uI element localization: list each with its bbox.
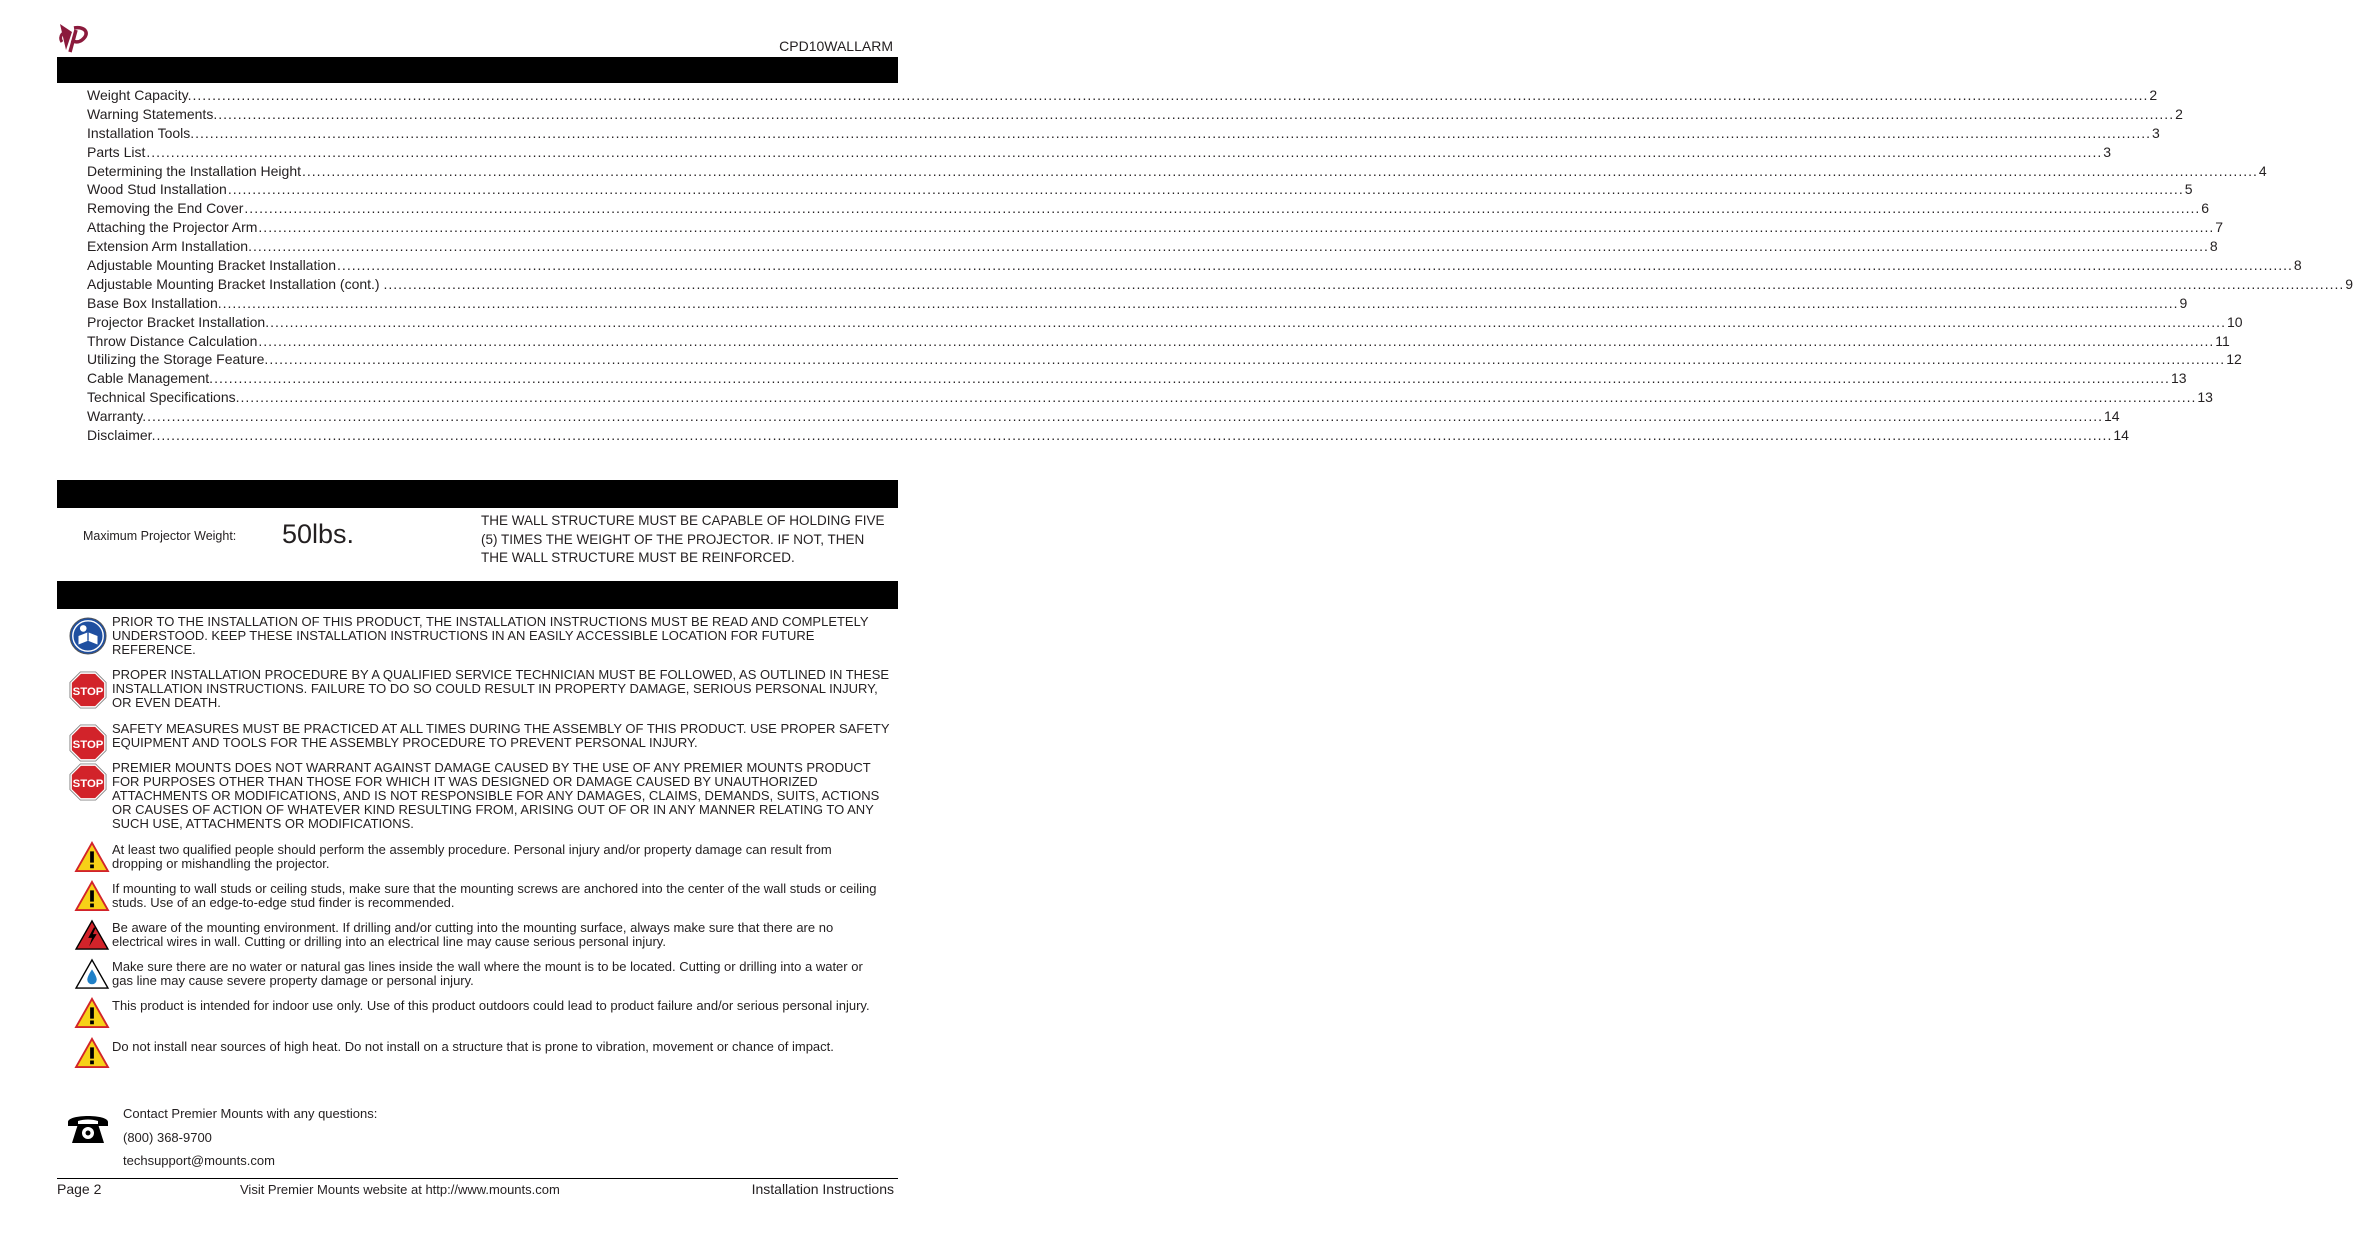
toc-leader-dots: ................................................................................................................................................................................................................................................................................................................................................................................................................ [147,408,2103,425]
stop-sign-icon [69,724,107,767]
toc-entry-page: 7 [2215,219,2224,236]
toc-entry-page: 5 [2184,181,2193,198]
toc-entry-page: 13 [2170,370,2187,387]
toc-entry[interactable] [87,199,2210,218]
warning-text: This product is intended for indoor use only. Use of this product outdoors could lead to product failure and/or serious personal injury. [112,998,870,1013]
warning-text: At least two qualified people should perform the assembly procedure. Personal injury and/or property damage can result from dropping or mishandling the projector. [112,842,832,871]
stop-sign-icon [69,763,107,806]
toc-leader-dots: ................................................................................................................................................................................................................................................................................................................................................................................................................ [269,351,2226,368]
warning-text: Make sure there are no water or natural gas lines inside the wall where the mount is to be located. Cutting or drilling into a water or gas line may cause severe property damage or personal injury. [112,959,863,988]
toc-entry[interactable] [87,86,2158,105]
weight-note: THE WALL STRUCTURE MUST BE CAPABLE OF HOLDING FIVE (5) TIMES THE WEIGHT OF THE PROJECTOR. IF NOT, THEN THE WALL STRUCTURE MUST BE REINFORCED. [481,513,885,565]
toc-entry[interactable] [87,313,2243,332]
website-text[interactable]: Visit Premier Mounts website at http://www.mounts.com [240,1182,560,1197]
toc-entry-title: Wood Stud Installation [87,181,227,198]
water-hazard-icon [75,959,109,994]
toc-entry-page: 4 [2258,162,2267,179]
weight-label: Maximum Projector Weight: [83,529,237,543]
toc-entry-title: Warranty. [87,408,147,425]
toc-entry-page: 8 [2209,238,2218,255]
toc-entry-title: Parts List [87,143,146,160]
toc-entry-title: Projector Bracket Installation. [87,313,270,330]
toc-entry-title: Technical Specifications. [87,389,240,406]
toc-leader-dots: ................................................................................................................................................................................................................................................................................................................................................................................................................ [218,105,2175,122]
contact-heading: Contact Premier Mounts with any questions: [123,1106,378,1121]
toc-entry-page: 9 [2179,294,2188,311]
toc-entry[interactable] [87,124,2160,143]
toc-leader-dots: ................................................................................................................................................................................................................................................................................................................................................................................................................ [337,257,2293,274]
toc-entry[interactable] [87,388,2213,407]
toc-entry-page: 14 [2103,408,2120,425]
toc-entry[interactable] [87,237,2218,256]
warning-text: PROPER INSTALLATION PROCEDURE BY A QUALIFIED SERVICE TECHNICIAN MUST BE FOLLOWED, AS OUTLINED IN THESE INSTALLATION INSTRUCTIONS. FAILURE TO DO SO COULD RESULT IN PROPERTY DAMAGE, SERIOUS PERSONAL INJURY, OR EVEN DEATH. [112,667,890,710]
warning-text: PREMIER MOUNTS DOES NOT WARRANT AGAINST DAMAGE CAUSED BY THE USE OF ANY PREMIER MOUNTS PRODUCT FOR PURPOSES OTHER THAN THOSE FOR WHICH IT WAS DESIGNED OR DAMAGE CAUSED BY UNAUTHORIZED ATTACHMENTS OR MODIFICATIONS, AND IS NOT RESPONSIBLE FOR ANY DAMAGES, CLAIMS, DEMANDS, SUITS, ACTIONS OR CAUSES OF ACTION OF WHATEVER KIND RESULTING FROM, ARISING OUT OF OR IN ANY MANNER RELATING TO ANY SUCH USE, ATTACHMENTS OR MODIFICATIONS. [112,760,880,831]
toc-entry-title: Warning Statements. [87,105,218,122]
toc-leader-dots: ................................................................................................................................................................................................................................................................................................................................................................................................................ [302,162,2258,179]
contact-phone[interactable]: (800) 368-9700 [123,1130,212,1145]
toc-entry-title: Throw Distance Calculation [87,332,258,349]
warning-text: SAFETY MEASURES MUST BE PRACTICED AT ALL TIMES DURING THE ASSEMBLY OF THIS PRODUCT. USE PROPER SAFETY EQUIPMENT AND TOOLS FOR THE ASSEMBLY PROCEDURE TO PREVENT PERSONAL INJURY. [112,721,890,750]
toc-entry[interactable] [87,218,2224,237]
footer-divider [57,1178,898,1179]
toc-entry-page: 8 [2293,257,2302,274]
toc-entry-title: Adjustable Mounting Bracket Installation [87,257,337,274]
toc-entry-title: Determining the Installation Height [87,162,302,179]
telephone-icon [66,1110,110,1146]
svg-text:STOP: STOP [72,685,104,698]
toc-entry-page: 11 [2215,332,2230,349]
warning-text: PRIOR TO THE INSTALLATION OF THIS PRODUCT, THE INSTALLATION INSTRUCTIONS MUST BE READ AND COMPLETELY UNDERSTOOD. KEEP THESE INSTALLATION INSTRUCTIONS IN AN EASILY ACCESSIBLE LOCATION FOR FUTURE REFERENCE. [112,614,869,657]
toc-entry-title: Attaching the Projector Arm [87,219,258,236]
read-manual-icon [69,617,107,660]
toc-leader-dots: ................................................................................................................................................................................................................................................................................................................................................................................................................ [146,143,2103,160]
electrical-hazard-icon [75,920,109,955]
svg-text:STOP: STOP [72,738,104,751]
toc-entry-title: Base Box Installation. [87,294,222,311]
page-number: Page 2 [57,1181,102,1197]
toc-entry[interactable] [87,143,2112,162]
svg-text:STOP: STOP [72,777,104,790]
toc-leader-dots: ................................................................................................................................................................................................................................................................................................................................................................................................................ [388,275,2345,292]
toc-leader-dots: ................................................................................................................................................................................................................................................................................................................................................................................................................ [240,389,2197,406]
model-number: CPD10WALLARM [779,38,893,54]
toc-entry-title: Cable Management. [87,370,214,387]
toc-leader-dots: ................................................................................................................................................................................................................................................................................................................................................................................................................ [270,313,2226,330]
toc-entry[interactable] [87,294,2188,313]
toc-leader-dots: ................................................................................................................................................................................................................................................................................................................................................................................................................ [214,370,2170,387]
toc-entry[interactable] [87,180,2193,199]
toc-entry[interactable] [87,426,2129,445]
premier-mounts-logo-icon [56,20,92,56]
toc-entry-page: 10 [2226,313,2243,330]
toc-entry-title: Disclaimer. [87,427,156,444]
toc-entry[interactable] [87,275,2353,294]
toc-entry-page: 2 [2149,87,2158,103]
toc-entry-page: 13 [2197,389,2213,406]
table-of-contents [87,86,2353,445]
toc-entry-page: 14 [2113,427,2129,444]
toc-leader-dots: ................................................................................................................................................................................................................................................................................................................................................................................................................ [227,181,2184,198]
warning-text: Be aware of the mounting environment. If drilling and/or cutting into the mounting surface, always make sure that there are no electrical wires in wall. Cutting or drilling into an electrical line may cause serious personal injury. [112,920,834,949]
stop-sign-icon [69,671,107,714]
caution-exclamation-icon [75,881,109,916]
contact-email[interactable]: techsupport@mounts.com [123,1153,275,1168]
toc-entry-page: 2 [2175,105,2183,122]
caution-exclamation-icon [75,1038,109,1073]
toc-entry-title: Adjustable Mounting Bracket Installation (cont.) . [87,275,388,292]
toc-leader-dots: ................................................................................................................................................................................................................................................................................................................................................................................................................ [192,87,2149,103]
toc-entry[interactable] [87,369,2187,388]
toc-entry-title: Extension Arm Installation. [87,238,252,255]
toc-entry-page: 12 [2226,351,2242,368]
toc-entry-title: Weight Capacity. [87,87,192,103]
weight-header-bar [57,480,898,508]
caution-exclamation-icon [75,842,109,877]
toc-entry-page: 9 [2345,275,2353,292]
toc-header-bar [57,57,898,83]
toc-entry[interactable] [87,162,2267,181]
warnings-header-bar [57,581,898,609]
warning-text: If mounting to wall studs or ceiling studs, make sure that the mounting screws are anchored into the center of the wall studs or ceiling studs. Use of an edge-to-edge stud finder is recommended. [112,881,877,910]
toc-entry[interactable] [87,105,2183,124]
toc-entry[interactable] [87,350,2242,369]
weight-value: 50lbs. [282,519,355,549]
toc-entry-page: 6 [2201,200,2210,217]
toc-entry-page: 3 [2103,143,2112,160]
toc-entry[interactable] [87,407,2120,426]
toc-leader-dots: ................................................................................................................................................................................................................................................................................................................................................................................................................ [222,294,2179,311]
caution-exclamation-icon [75,998,109,1033]
toc-leader-dots: ................................................................................................................................................................................................................................................................................................................................................................................................................ [258,219,2215,236]
toc-leader-dots: ................................................................................................................................................................................................................................................................................................................................................................................................................ [258,332,2215,349]
toc-entry-page: 3 [2152,124,2160,141]
toc-entry-title: Utilizing the Storage Feature. [87,351,269,368]
toc-leader-dots: ................................................................................................................................................................................................................................................................................................................................................................................................................ [244,200,2201,217]
toc-entry-title: Removing the End Cover [87,200,244,217]
toc-entry[interactable] [87,256,2302,275]
document-type: Installation Instructions [751,1181,894,1197]
toc-entry-title: Installation Tools. [87,124,195,141]
toc-leader-dots: ................................................................................................................................................................................................................................................................................................................................................................................................................ [195,124,2151,141]
toc-leader-dots: ................................................................................................................................................................................................................................................................................................................................................................................................................ [252,238,2209,255]
warning-text: Do not install near sources of high heat. Do not install on a structure that is prone to vibration, movement or chance of impact. [112,1039,834,1054]
toc-leader-dots: ................................................................................................................................................................................................................................................................................................................................................................................................................ [156,427,2113,444]
toc-entry[interactable] [87,332,2230,351]
